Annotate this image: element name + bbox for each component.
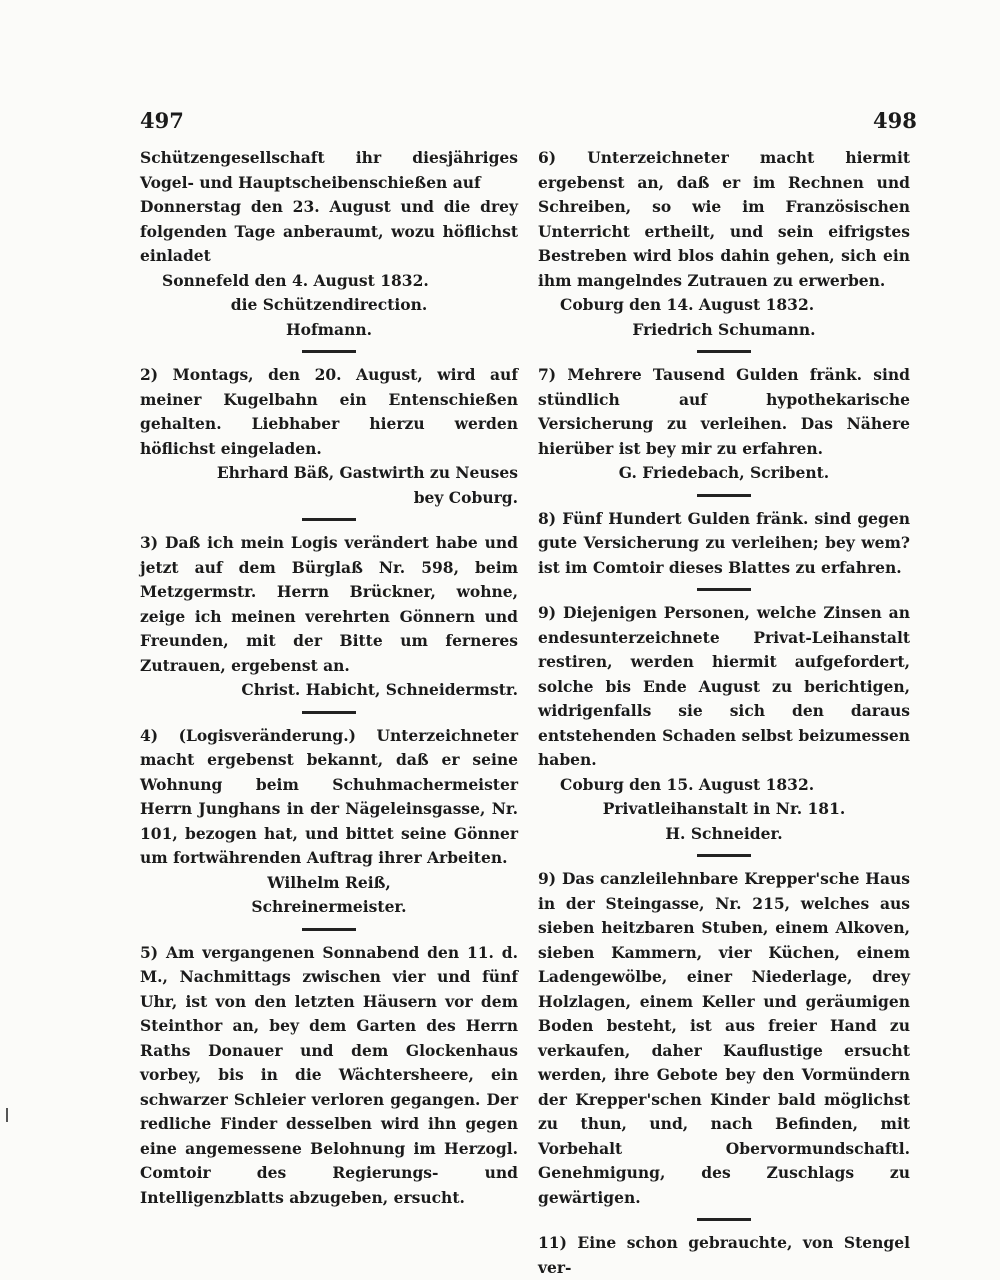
text-paragraph: Donnerstag den 23. August und die drey folgenden Tage anberaumt, wozu höflichst einladet — [140, 197, 518, 265]
text-paragraph: G. Friedebach, Scribent. — [618, 463, 830, 482]
text-paragraph: Schreinermeister. — [251, 897, 407, 916]
text-paragraph: Coburg den 14. August 1832. — [560, 295, 815, 314]
separator-rule — [697, 854, 751, 857]
text-paragraph: 9) Das canzleilehnbare Krepper'sche Haus in der Steingasse, Nr. 215, welches aus sieben heitzbaren Stuben, einem Alkoven, sieben Kammern, vier Küchen, einem Ladengewölbe, einer Niederlage, drey Holzlagen, einem Keller und geräumigen Boden besteht, ist aus freier Hand zu verkaufen, daher Kauflustige ersucht werden, ihre Gebote bey den Vormündern der Krepper'schen Kinder bald möglichst zu thun, und, nach Befinden, mit Vorbehalt Obervormundschaftl. Genehmigung, des Zuschlags zu gewärtigen. — [538, 869, 910, 1207]
text-paragraph: 3) Daß ich mein Logis verändert habe und jetzt auf dem Bürglaß Nr. 598, beim Metzgermstr. Herrn Brückner, wohne, zeige ich meinen verehrten Gönnern und Freunden, mit der Bitte um ferneres Zutrauen, ergebenst an. — [140, 533, 518, 675]
separator-rule — [302, 711, 356, 714]
text-paragraph: 5) Am vergangenen Sonnabend den 11. d. M., Nachmittags zwischen vier und fünf Uhr, ist von den letzten Häusern vor dem Steinthor an, bey dem Garten des Herrn Raths Donauer und dem Glockenhaus vorbey, bis in die Wächtersheere, ein schwarzer Schleier verloren gegangen. Der redliche Finder desselben wird ihn gegen eine angemessene Belohnung im Herzogl. Comtoir des Regierungs- und Intelligenzblatts abzugeben, ersucht. — [140, 942, 518, 1207]
text-paragraph: Christ. Habicht, Schneidermstr. — [241, 680, 518, 699]
text-paragraph: bey Coburg. — [413, 487, 518, 507]
text-paragraph: 9) Diejenigen Personen, welche Zinsen an endesunterzeichnete Privat-Leihanstalt restiren, werden hiermit aufgefordert, solche bis Ende August zu berichtigen, widrigenfalls sie sich den daraus entstehenden Schaden selbst beizumessen haben. — [538, 603, 910, 769]
page-number-left: 497 — [140, 108, 184, 133]
page-number-right: 498 — [873, 108, 917, 133]
text-paragraph: Wilhelm Reiß, — [267, 872, 391, 892]
separator-rule — [302, 518, 356, 521]
separator-rule — [697, 1218, 751, 1221]
text-paragraph: Sonnefeld den 4. August 1832. — [162, 270, 429, 290]
text-paragraph: 2) Montags, den 20. August, wird auf meiner Kugelbahn ein Entenschießen gehalten. Liebhaber hierzu werden höflichst eingeladen. — [140, 365, 518, 458]
text-paragraph: H. Schneider. — [665, 823, 783, 843]
text-paragraph: Schützengesellschaft ihr diesjähriges Vogel- und Hauptscheibenschießen auf — [140, 148, 518, 192]
left-column — [140, 146, 518, 1210]
text-paragraph: 6) Unterzeichneter macht hiermit ergebenst an, daß er im Rechnen und Schreiben, so wie im Französischen Unterricht ertheilt, und sein eifrigstes Bestreben wird blos dahin gehen, sich ein ihm mangelndes Zutrauen zu erwerben. — [538, 148, 910, 290]
text-paragraph: 7) Mehrere Tausend Gulden fränk. sind stündlich auf hypothekarische Versicherung zu verleihen. Das Nähere hierüber ist bey mir zu erfahren. — [538, 365, 910, 458]
text-paragraph: Friedrich Schumann. — [632, 319, 816, 339]
margin-mark — [6, 1108, 8, 1122]
text-paragraph: die Schützendirection. — [230, 295, 428, 314]
separator-rule — [302, 350, 356, 353]
text-paragraph: 8) Fünf Hundert Gulden fränk. sind gegen gute Versicherung zu verleihen; bey wem? ist im Comtoir dieses Blattes zu erfahren. — [538, 508, 910, 577]
text-paragraph: Privatleihanstalt in Nr. 181. — [602, 799, 846, 818]
text-paragraph: Hofmann. — [285, 319, 373, 339]
text-paragraph: 11) Eine schon gebrauchte, von Stengel ver- — [538, 1233, 910, 1277]
separator-rule — [302, 928, 356, 931]
separator-rule — [697, 494, 751, 497]
right-column — [538, 146, 910, 1280]
separator-rule — [697, 588, 751, 591]
text-paragraph: Coburg den 15. August 1832. — [560, 774, 815, 794]
text-paragraph: Ehrhard Bäß, Gastwirth zu Neuses — [216, 463, 518, 482]
separator-rule — [697, 350, 751, 353]
text-paragraph: 4) (Logisveränderung.) Unterzeichneter macht ergebenst bekannt, daß er seine Wohnung beim Schuhmachermeister Herrn Junghans in der Nägeleinsgasse, Nr. 101, bezogen hat, und bittet seine Gönner um fortwährenden Auftrag ihrer Arbeiten. — [140, 725, 518, 867]
